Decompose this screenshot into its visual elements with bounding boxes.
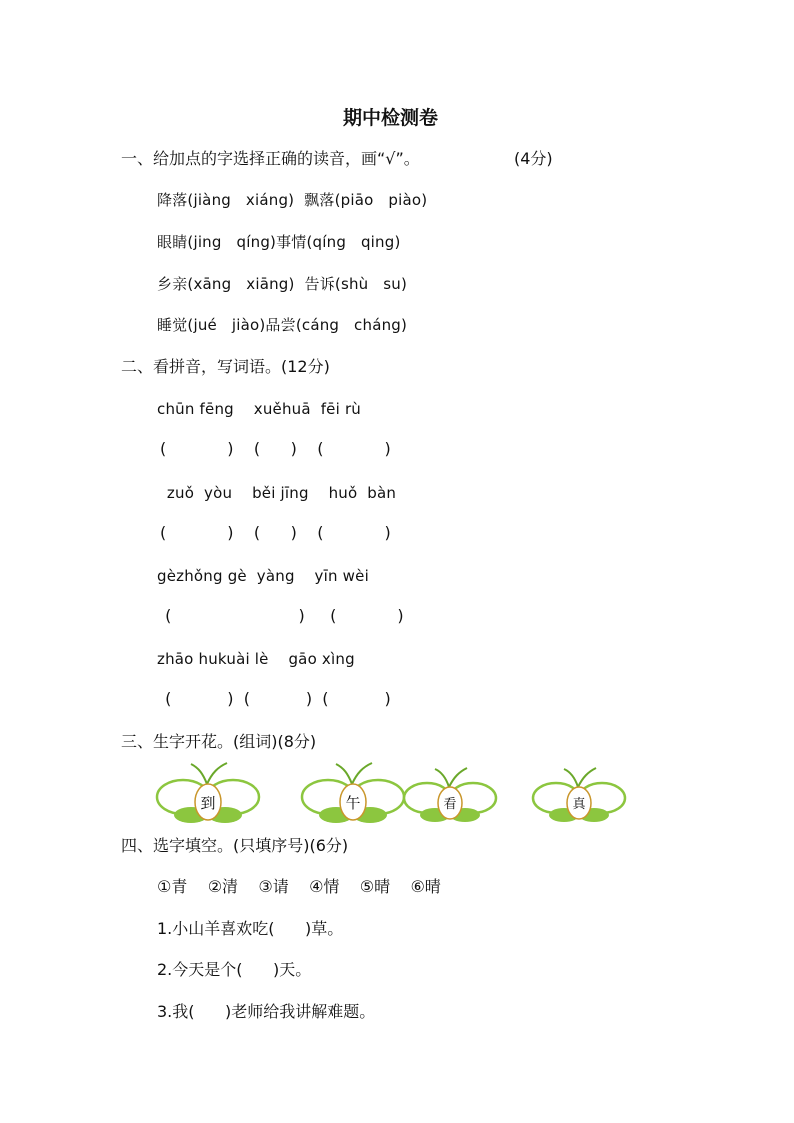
page-title: 期中检测卷 (343, 107, 439, 129)
section-4-heading: 四、选字填空。(只填序号)(6分) (121, 836, 349, 855)
section-1-line: 眼睛(jing qíng)事情(qíng qing) (157, 233, 401, 251)
pinyin-row: gèzhǒng gè yàng yīn wèi (157, 567, 369, 585)
flower-character: 真 (572, 797, 586, 812)
character-flower (402, 767, 498, 823)
section-1-line: 睡觉(jué jiào)品尝(cáng cháng) (157, 316, 408, 334)
character-options: ①青 ②清 ③请 ④情 ⑤晴 ⑥晴 (157, 877, 441, 896)
answer-blanks[interactable]: ( ) ( ) ( ) (160, 523, 391, 542)
pinyin-row: zhāo hukuài lè gāo xìng (157, 650, 355, 668)
fill-question[interactable]: 1.小山羊喜欢吃( )草。 (157, 919, 344, 938)
character-flower (300, 762, 406, 824)
fill-question[interactable]: 2.今天是个( )天。 (157, 960, 312, 979)
answer-blanks[interactable]: ( ) ( ) ( ) (160, 439, 391, 458)
answer-blanks[interactable]: ( ) ( ) (160, 606, 404, 625)
fill-question[interactable]: 3.我( )老师给我讲解难题。 (157, 1002, 376, 1021)
character-flower (155, 762, 261, 824)
pinyin-row: zuǒ yòu běi jīng huǒ bàn (157, 484, 397, 502)
section-3-heading: 三、生字开花。(组词)(8分) (121, 732, 317, 751)
pinyin-row: chūn fēng xuěhuā fēi rù (157, 400, 362, 418)
character-flower (531, 767, 627, 823)
section-1-line: 降落(jiàng xiáng) 飘落(piāo piào) (157, 191, 428, 209)
flower-character: 到 (200, 794, 216, 812)
section-1-heading: 一、给加点的字选择正确的读音，画“√”。 (121, 149, 420, 168)
section-1-score: (4分) (514, 149, 553, 168)
answer-blanks[interactable]: ( ) ( ) ( ) (160, 689, 391, 708)
section-1-line: 乡亲(xāng xiāng) 告诉(shù su) (157, 275, 408, 293)
section-2-heading: 二、看拼音，写词语。(12分) (121, 357, 330, 376)
flower-character: 看 (443, 797, 457, 812)
flower-character: 午 (345, 794, 361, 812)
